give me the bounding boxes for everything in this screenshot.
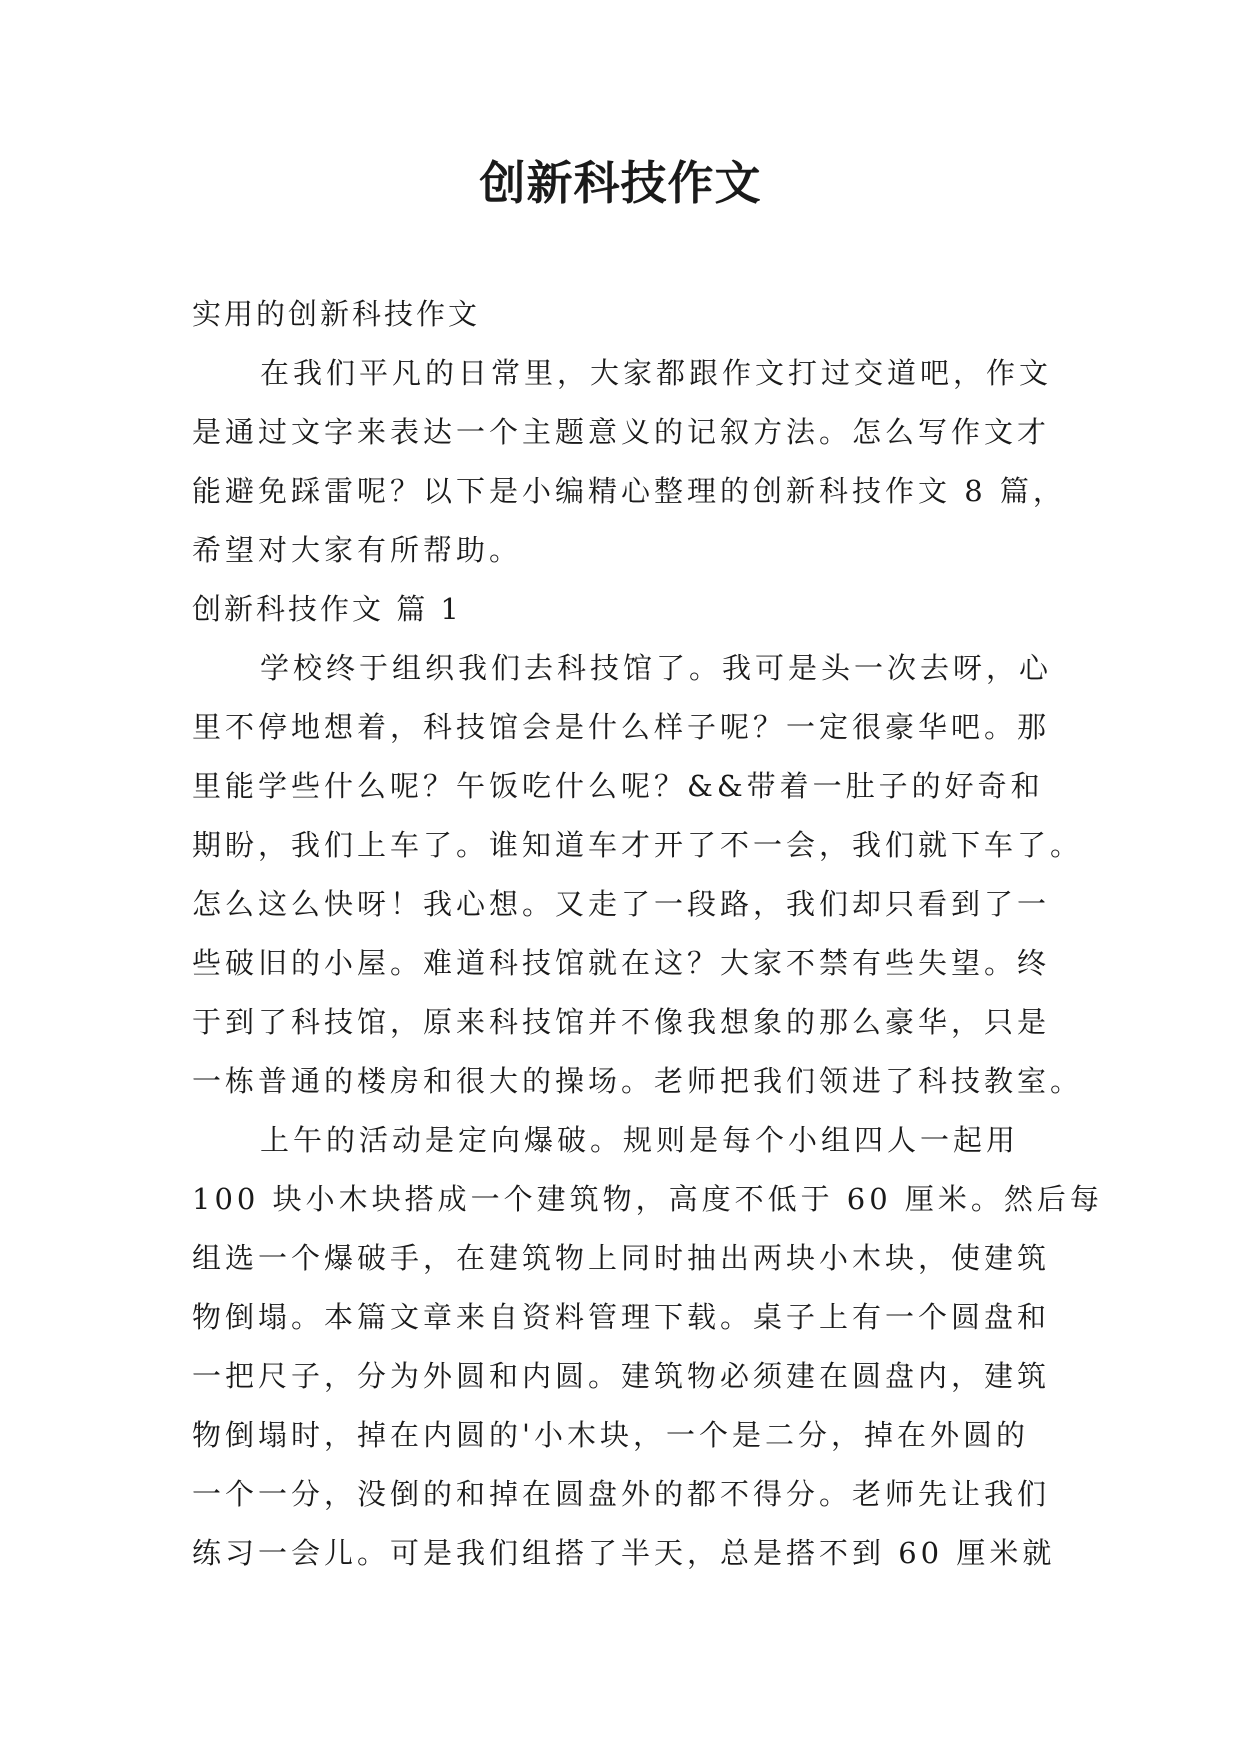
paragraph-line: 在我们平凡的日常里，大家都跟作文打过交道吧，作文 [260,356,1053,390]
document-body [192,285,1103,1583]
paragraph-line: 上午的活动是定向爆破。规则是每个小组四人一起用 [260,1123,1020,1157]
paragraph-line: 学校终于组织我们去科技馆了。我可是头一次去呀，心 [260,651,1053,685]
paragraph-line: 练习一会儿。可是我们组搭了半天，总是搭不到 60 厘米就 [192,1536,1056,1570]
subtitle-line: 实用的创新科技作文 [192,297,481,331]
paragraph-line: 一个一分，没倒的和掉在圆盘外的都不得分。老师先让我们 [192,1477,1051,1511]
section-heading: 创新科技作文 篇 1 [192,592,462,626]
paragraph-line: 里能学些什么呢？午饭吃什么呢？&&带着一肚子的好奇和 [192,769,1044,803]
paragraph-line: 物倒塌。本篇文章来自资料管理下载。桌子上有一个圆盘和 [192,1300,1051,1334]
paragraph-line: 里不停地想着，科技馆会是什么样子呢？一定很豪华吧。那 [192,710,1051,744]
paragraph-line: 一把尺子，分为外圆和内圆。建筑物必须建在圆盘内，建筑 [192,1359,1051,1393]
document-title: 创新科技作文 [479,156,762,210]
paragraph-line: 组选一个爆破手，在建筑物上同时抽出两块小木块，使建筑 [192,1241,1051,1275]
paragraph-line: 怎么这么快呀！我心想。又走了一段路，我们却只看到了一 [192,887,1051,921]
paragraph-line: 希望对大家有所帮助。 [192,533,523,567]
paragraph-line: 物倒塌时，掉在内圆的'小木块，一个是二分，掉在外圆的 [192,1418,1029,1452]
paragraph-line: 是通过文字来表达一个主题意义的记叙方法。怎么写作文才 [192,415,1051,449]
paragraph-line: 能避免踩雷呢？以下是小编精心整理的创新科技作文 8 篇， [192,474,1066,508]
paragraph-line: 于到了科技馆，原来科技馆并不像我想象的那么豪华，只是 [192,1005,1051,1039]
paragraph-line: 期盼，我们上车了。谁知道车才开了不一会，我们就下车了。 [192,828,1084,862]
paragraph-line: 一栋普通的楼房和很大的操场。老师把我们领进了科技教室。 [192,1064,1084,1098]
paragraph-line: 些破旧的小屋。难道科技馆就在这？大家不禁有些失望。终 [192,946,1051,980]
paragraph-line: 100 块小木块搭成一个建筑物，高度不低于 60 厘米。然后每 [192,1182,1103,1216]
